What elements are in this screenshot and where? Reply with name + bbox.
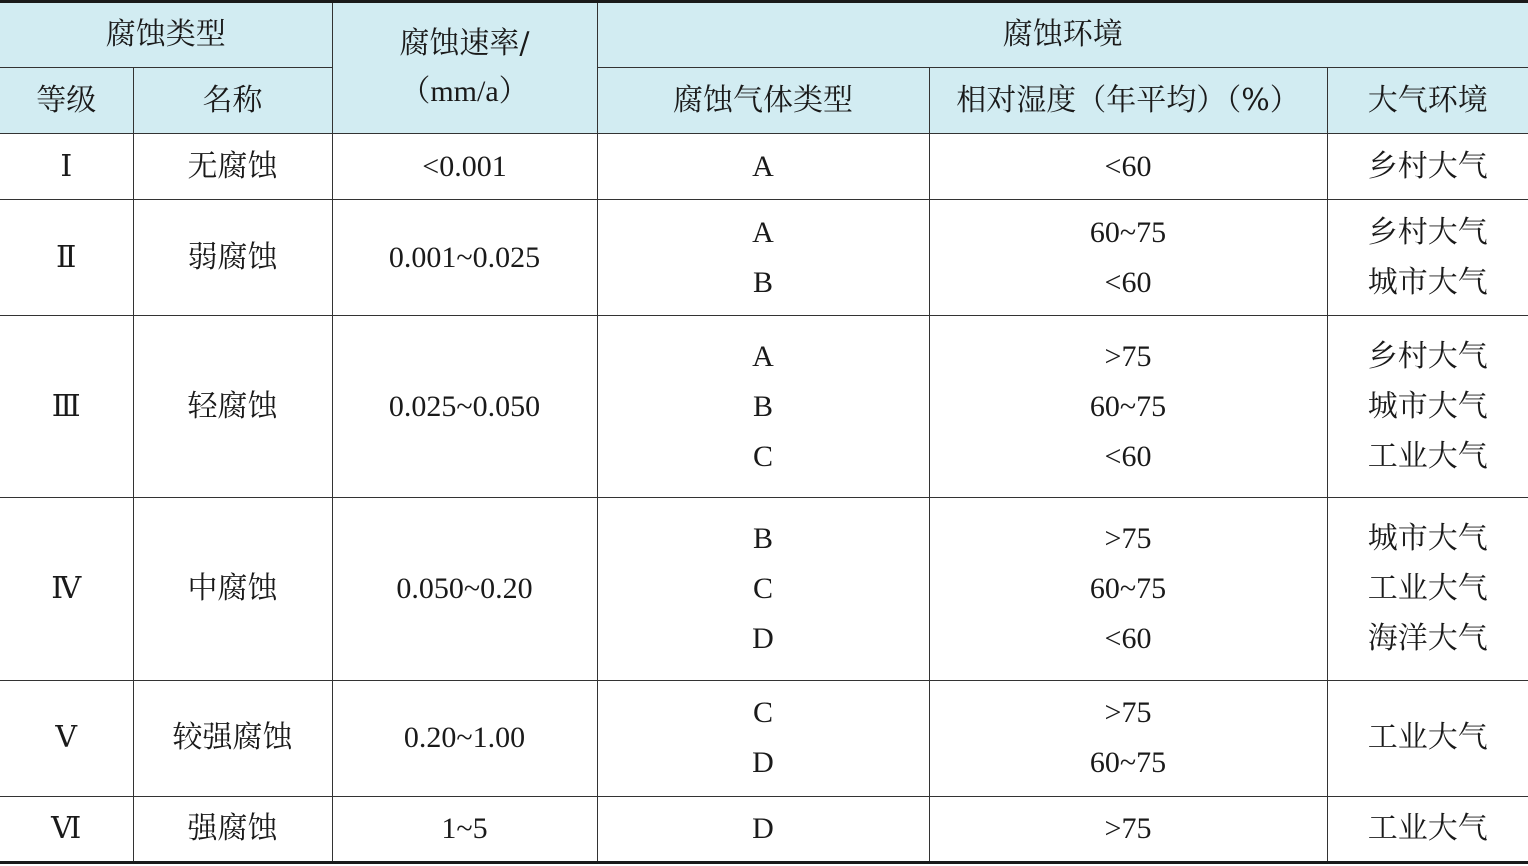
atmosphere-cell xyxy=(1327,498,1528,680)
atmosphere-value: 城市大气 xyxy=(1367,521,1488,557)
humidity-cell xyxy=(929,498,1327,680)
gas-cell xyxy=(597,134,929,200)
table-row xyxy=(0,498,1528,680)
header-rate-line1: 腐蚀速率/ xyxy=(399,26,530,61)
header-corrosion-type: 腐蚀类型 xyxy=(0,2,332,68)
table-row xyxy=(0,200,1528,316)
gas-value: B xyxy=(752,522,773,556)
rate-cell: <0.001 xyxy=(332,134,597,200)
atmosphere-cell xyxy=(1327,200,1528,316)
atmosphere-value: 乡村大气 xyxy=(1367,338,1488,374)
humidity-value: >75 xyxy=(1104,696,1152,730)
gas-value: C xyxy=(752,572,773,606)
header-row-sub xyxy=(0,68,1528,134)
gas-value: D xyxy=(752,746,774,780)
atmosphere-value: 城市大气 xyxy=(1367,388,1488,424)
gas-value: D xyxy=(752,811,774,845)
header-grade: 等级 xyxy=(0,68,133,134)
humidity-value: 60~75 xyxy=(1089,572,1167,606)
gas-cell xyxy=(597,498,929,680)
humidity-value: 60~75 xyxy=(1089,389,1167,423)
gas-cell xyxy=(597,200,929,316)
rate-cell: 0.050~0.20 xyxy=(332,498,597,680)
gas-value: A xyxy=(752,339,774,373)
humidity-cell xyxy=(929,200,1327,316)
humidity-value: <60 xyxy=(1104,149,1152,183)
atmosphere-value: 工业大气 xyxy=(1367,810,1488,846)
name-cell: 较强腐蚀 xyxy=(133,680,332,796)
gas-value: C xyxy=(752,696,773,730)
table-body xyxy=(0,134,1528,863)
table-row xyxy=(0,796,1528,862)
humidity-value: >75 xyxy=(1104,811,1152,845)
grade-cell: Ⅲ xyxy=(0,316,133,498)
name-cell: 弱腐蚀 xyxy=(133,200,332,316)
grade-cell: Ⅰ xyxy=(0,134,133,200)
rate-cell: 0.025~0.050 xyxy=(332,316,597,498)
name-cell: 中腐蚀 xyxy=(133,498,332,680)
atmosphere-value: 乡村大气 xyxy=(1367,214,1488,250)
grade-cell: Ⅴ xyxy=(0,680,133,796)
gas-value: A xyxy=(752,215,774,249)
table-row xyxy=(0,134,1528,200)
humidity-value: <60 xyxy=(1104,622,1152,656)
rate-cell: 0.20~1.00 xyxy=(332,680,597,796)
header-corrosion-rate xyxy=(332,2,597,134)
humidity-cell xyxy=(929,134,1327,200)
grade-cell: Ⅱ xyxy=(0,200,133,316)
rate-cell: 0.001~0.025 xyxy=(332,200,597,316)
gas-value: A xyxy=(752,149,774,183)
atmosphere-value: 城市大气 xyxy=(1367,264,1488,300)
header-atmosphere: 大气环境 xyxy=(1327,68,1528,134)
rate-cell: 1~5 xyxy=(332,796,597,862)
humidity-value: 60~75 xyxy=(1089,746,1167,780)
table-row xyxy=(0,316,1528,498)
atmosphere-cell xyxy=(1327,134,1528,200)
gas-value: B xyxy=(752,265,773,299)
table-header xyxy=(0,2,1528,134)
humidity-value: <60 xyxy=(1104,439,1152,473)
name-cell: 强腐蚀 xyxy=(133,796,332,862)
humidity-value: <60 xyxy=(1104,265,1152,299)
name-cell: 轻腐蚀 xyxy=(133,316,332,498)
atmosphere-value: 工业大气 xyxy=(1367,571,1488,607)
grade-cell: Ⅵ xyxy=(0,796,133,862)
header-humidity: 相对湿度（年平均）（%） xyxy=(929,68,1327,134)
name-cell: 无腐蚀 xyxy=(133,134,332,200)
atmosphere-value: 工业大气 xyxy=(1367,438,1488,474)
humidity-value: >75 xyxy=(1104,522,1152,556)
header-name: 名称 xyxy=(133,68,332,134)
atmosphere-cell xyxy=(1327,316,1528,498)
header-row-top xyxy=(0,2,1528,68)
gas-cell xyxy=(597,680,929,796)
gas-cell xyxy=(597,316,929,498)
atmosphere-cell xyxy=(1327,796,1528,862)
gas-value: B xyxy=(752,389,773,423)
atmosphere-value: 工业大气 xyxy=(1367,720,1488,756)
gas-value: C xyxy=(752,439,773,473)
header-rate-unit: （mm/a） xyxy=(400,75,529,108)
gas-cell xyxy=(597,796,929,862)
table-row xyxy=(0,680,1528,796)
humidity-value: 60~75 xyxy=(1089,215,1167,249)
grade-cell: Ⅳ xyxy=(0,498,133,680)
header-gas-type: 腐蚀气体类型 xyxy=(597,68,929,134)
header-corrosion-environment: 腐蚀环境 xyxy=(597,2,1528,68)
humidity-cell xyxy=(929,796,1327,862)
humidity-value: >75 xyxy=(1104,339,1152,373)
atmosphere-cell xyxy=(1327,680,1528,796)
atmosphere-value: 乡村大气 xyxy=(1367,148,1488,184)
gas-value: D xyxy=(752,622,774,656)
atmosphere-value: 海洋大气 xyxy=(1367,621,1488,657)
humidity-cell xyxy=(929,680,1327,796)
humidity-cell xyxy=(929,316,1327,498)
